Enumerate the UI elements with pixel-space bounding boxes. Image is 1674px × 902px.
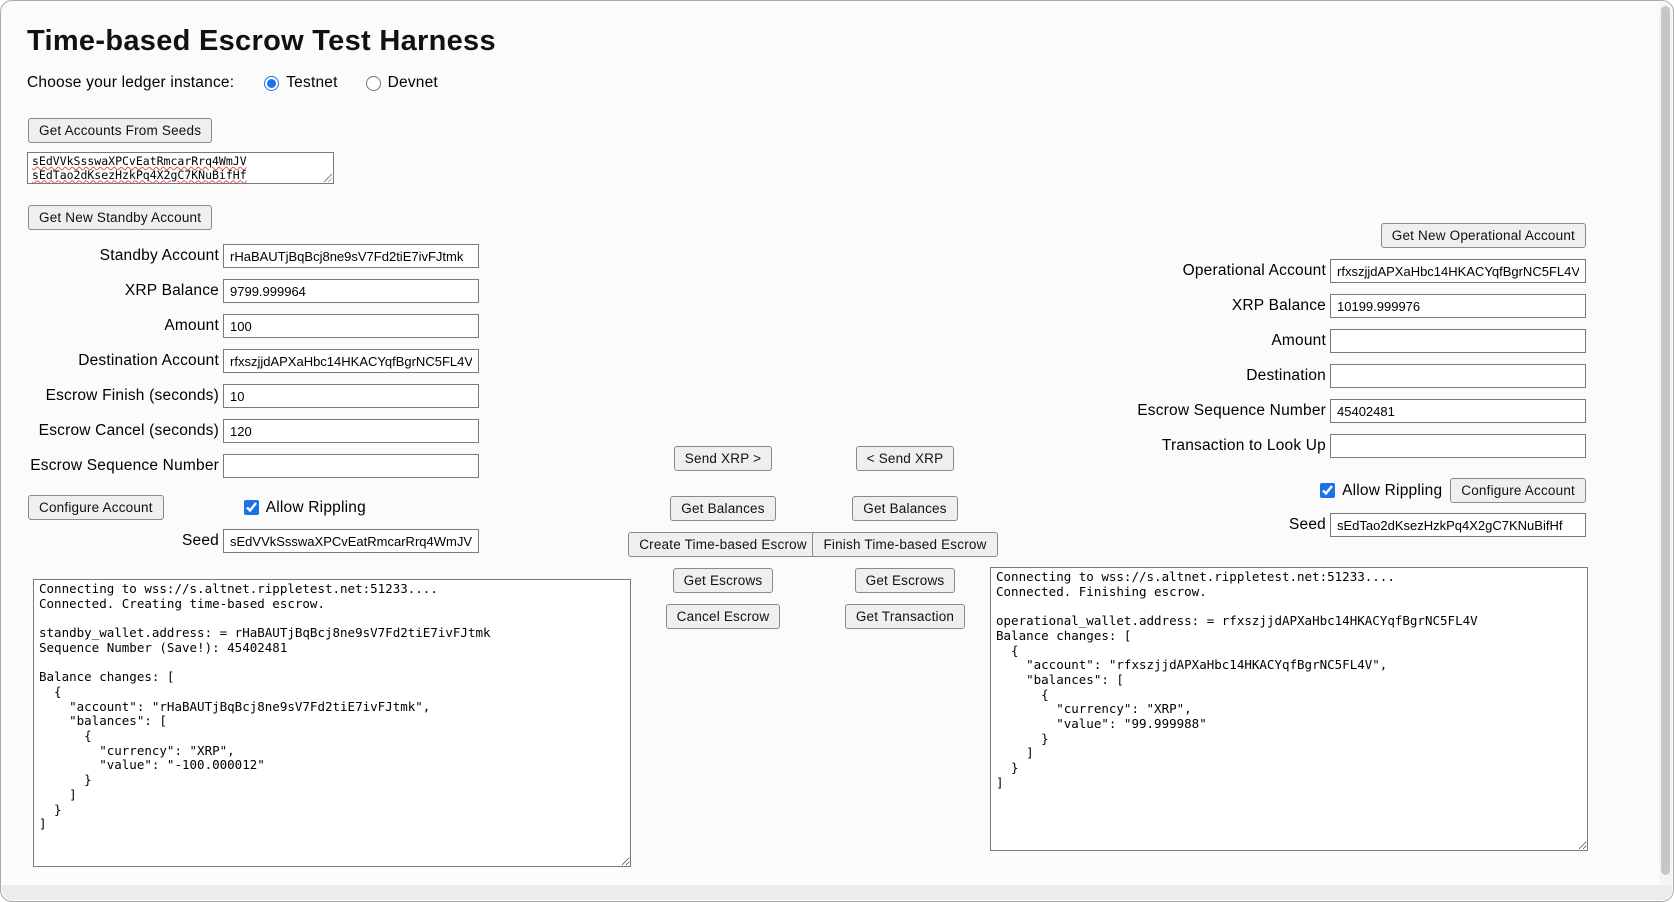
- field-row: [26, 349, 479, 373]
- get-new-standby-account-button[interactable]: Get New Standby Account: [28, 205, 212, 230]
- field-row: [1081, 259, 1586, 283]
- vertical-scrollbar[interactable]: [1659, 2, 1672, 885]
- transaction-to-look-up-label: Transaction to Look Up: [1161, 437, 1326, 454]
- operational-get-escrows-button[interactable]: Get Escrows: [855, 568, 956, 593]
- field-row: [26, 279, 479, 303]
- operational-configure-row: [1320, 478, 1586, 503]
- operational-amount-label: Amount: [1271, 332, 1326, 349]
- standby-account-input[interactable]: [223, 244, 479, 268]
- field-row: [1081, 434, 1586, 458]
- operational-allow-rippling-label: Allow Rippling: [1342, 481, 1443, 499]
- operational-seed-row: [1081, 513, 1586, 548]
- get-accounts-from-seeds-button[interactable]: Get Accounts From Seeds: [28, 118, 212, 143]
- standby-destination-label: Destination Account: [78, 352, 219, 369]
- operational-escrow-sequence-input[interactable]: [1330, 399, 1586, 423]
- operational-xrp-balance-input[interactable]: [1330, 294, 1586, 318]
- seed-line-1: sEdVVkSsswaXPCvEatRmcarRrq4WmJV: [32, 154, 247, 168]
- page-title: Time-based Escrow Test Harness: [27, 25, 496, 57]
- radio-group-devnet: [366, 74, 438, 92]
- ledger-prompt: Choose your ledger instance:: [27, 74, 235, 91]
- standby-configure-account-button[interactable]: Configure Account: [28, 495, 164, 520]
- seed-line-2: sEdTao2dKsezHzkPq4X2gC7KNuBifHf: [32, 167, 247, 182]
- seeds-textarea[interactable]: [27, 152, 334, 184]
- standby-seed-row: [26, 529, 479, 564]
- operational-amount-input[interactable]: [1330, 329, 1586, 353]
- standby-allow-rippling-label: Allow Rippling: [265, 498, 366, 516]
- standby-allow-rippling-checkbox[interactable]: [244, 500, 259, 515]
- field-row: [26, 419, 479, 443]
- transaction-to-look-up-input[interactable]: [1330, 434, 1586, 458]
- field-row: [1081, 329, 1586, 353]
- standby-escrow-sequence-label: Escrow Sequence Number: [30, 457, 219, 474]
- operational-xrp-balance-label: XRP Balance: [1231, 297, 1326, 314]
- send-xrp-to-operational-button[interactable]: Send XRP >: [674, 446, 772, 471]
- create-time-based-escrow-button[interactable]: Create Time-based Escrow: [628, 532, 818, 557]
- devnet-radio[interactable]: [366, 76, 381, 91]
- operational-escrow-sequence-label: Escrow Sequence Number: [1137, 402, 1326, 419]
- standby-actions: [638, 446, 808, 640]
- standby-allow-rippling: [244, 499, 366, 517]
- operational-account-input[interactable]: [1330, 259, 1586, 283]
- operational-account-label: Operational Account: [1182, 262, 1326, 279]
- standby-seed-input[interactable]: [223, 529, 479, 553]
- operational-destination-input[interactable]: [1330, 364, 1586, 388]
- standby-xrp-balance-label: XRP Balance: [124, 282, 219, 299]
- operational-seed-label: Seed: [1289, 516, 1326, 533]
- testnet-radio-label: Testnet: [286, 74, 338, 91]
- operational-fields: [1081, 259, 1586, 469]
- operational-destination-label: Destination: [1246, 367, 1326, 384]
- send-xrp-to-standby-button[interactable]: < Send XRP: [856, 446, 955, 471]
- standby-get-escrows-button[interactable]: Get Escrows: [673, 568, 774, 593]
- radio-group-testnet: [264, 74, 337, 92]
- devnet-radio-label: Devnet: [387, 74, 438, 91]
- standby-destination-input[interactable]: [223, 349, 479, 373]
- cancel-escrow-button[interactable]: Cancel Escrow: [666, 604, 781, 629]
- standby-amount-label: Amount: [164, 317, 219, 334]
- operational-allow-rippling: [1320, 482, 1442, 500]
- scrollbar-thumb[interactable]: [1661, 6, 1670, 875]
- standby-seed-label: Seed: [182, 532, 219, 549]
- field-row: [1081, 294, 1586, 318]
- standby-account-label: Standby Account: [99, 247, 219, 264]
- standby-escrow-sequence-input[interactable]: [223, 454, 479, 478]
- field-row: [1081, 399, 1586, 423]
- standby-amount-input[interactable]: [223, 314, 479, 338]
- escrow-cancel-label: Escrow Cancel (seconds): [38, 422, 219, 439]
- operational-seed-input[interactable]: [1330, 513, 1586, 537]
- field-row: [1081, 364, 1586, 388]
- finish-time-based-escrow-button[interactable]: Finish Time-based Escrow: [812, 532, 997, 557]
- field-row: [26, 244, 479, 268]
- field-row: [26, 454, 479, 478]
- testnet-radio[interactable]: [264, 76, 279, 91]
- operational-allow-rippling-checkbox[interactable]: [1320, 483, 1335, 498]
- escrow-finish-input[interactable]: [223, 384, 479, 408]
- escrow-cancel-input[interactable]: [223, 419, 479, 443]
- standby-xrp-balance-input[interactable]: [223, 279, 479, 303]
- field-row: [26, 314, 479, 338]
- escrow-finish-label: Escrow Finish (seconds): [45, 387, 219, 404]
- get-new-operational-account-button[interactable]: Get New Operational Account: [1381, 223, 1586, 248]
- standby-get-balances-button[interactable]: Get Balances: [670, 496, 775, 521]
- standby-fields: [26, 244, 479, 489]
- operational-result-log[interactable]: [990, 567, 1588, 851]
- operational-actions: [817, 446, 993, 640]
- standby-result-log[interactable]: [33, 579, 631, 867]
- bottom-edge: [2, 885, 1672, 900]
- operational-configure-account-button[interactable]: Configure Account: [1450, 478, 1586, 503]
- standby-configure-row: [28, 495, 366, 520]
- field-row: [26, 384, 479, 408]
- get-transaction-button[interactable]: Get Transaction: [845, 604, 965, 629]
- ledger-instance-row: [27, 74, 466, 92]
- operational-get-balances-button[interactable]: Get Balances: [852, 496, 957, 521]
